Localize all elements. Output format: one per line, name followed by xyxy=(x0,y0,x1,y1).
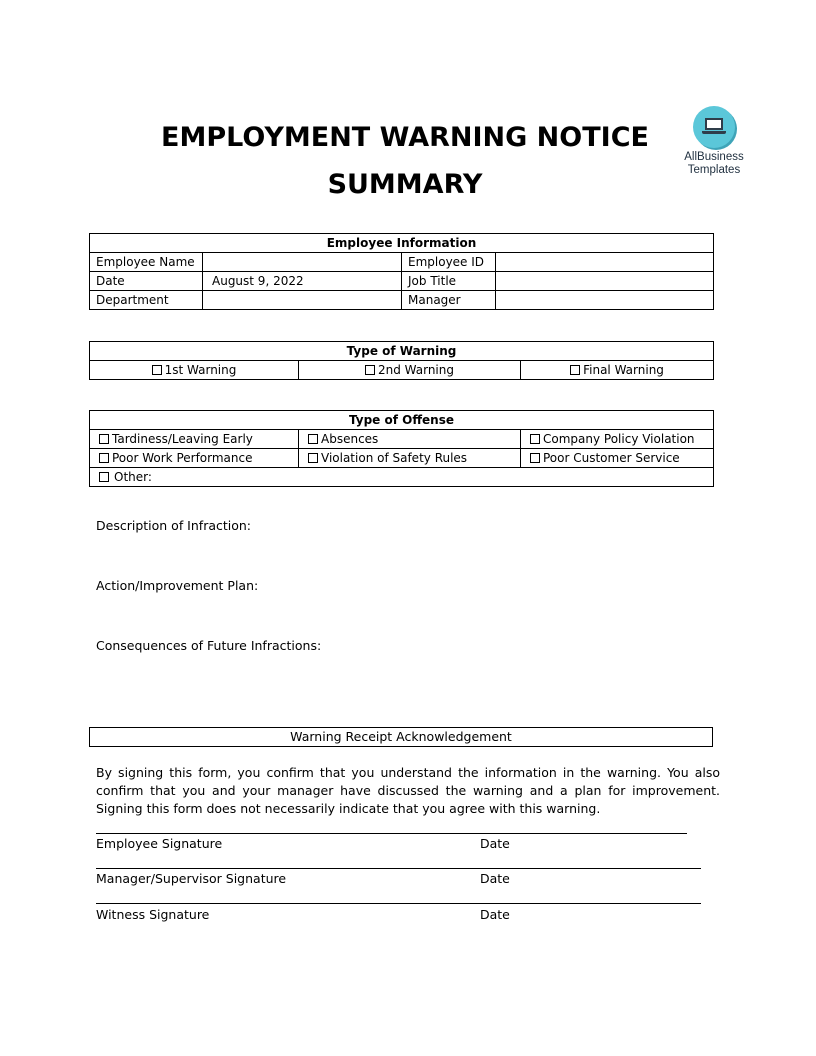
allbusiness-logo xyxy=(672,106,756,177)
date-field[interactable]: August 9, 2022 xyxy=(203,272,402,291)
offense-option-tardiness[interactable]: Tardiness/Leaving Early xyxy=(90,430,299,449)
employee-name-field[interactable] xyxy=(203,253,402,272)
offense-option-safety-rules[interactable]: Violation of Safety Rules xyxy=(299,449,521,468)
checkbox[interactable] xyxy=(308,453,318,463)
checkbox[interactable] xyxy=(99,472,109,482)
laptop-icon xyxy=(693,106,735,148)
action-plan-label: Action/Improvement Plan: xyxy=(96,578,259,593)
employee-signature-line[interactable] xyxy=(96,833,687,834)
job-title-label: Job Title xyxy=(402,272,496,291)
offense-type-table xyxy=(89,410,714,487)
checkbox[interactable] xyxy=(365,365,375,375)
warning-option-2nd[interactable]: 2nd Warning xyxy=(299,361,521,380)
manager-label: Manager xyxy=(402,291,496,310)
warning-type-table xyxy=(89,341,714,380)
offense-option-policy-violation[interactable]: Company Policy Violation xyxy=(521,430,714,449)
checkbox[interactable] xyxy=(99,453,109,463)
description-label: Description of Infraction: xyxy=(96,518,252,533)
date-label: Date xyxy=(90,272,203,291)
offense-option-absences[interactable]: Absences xyxy=(299,430,521,449)
employee-id-field[interactable] xyxy=(496,253,714,272)
checkbox[interactable] xyxy=(308,434,318,444)
employee-name-label: Employee Name xyxy=(90,253,203,272)
job-title-field[interactable] xyxy=(496,272,714,291)
manager-date-label: Date xyxy=(480,871,510,886)
acknowledgement-paragraph: By signing this form, you confirm that you understand the information in the warning. You also confirm that you and your manager have discussed the warning and a plan for improvement. Signing this form does not necessarily indicate that you agree with this warning. xyxy=(96,765,720,816)
department-label: Department xyxy=(90,291,203,310)
offense-option-poor-performance[interactable]: Poor Work Performance xyxy=(90,449,299,468)
manager-signature-line[interactable] xyxy=(96,868,701,869)
employee-id-label: Employee ID xyxy=(402,253,496,272)
department-field[interactable] xyxy=(203,291,402,310)
document-title xyxy=(140,114,670,208)
employee-signature-label: Employee Signature xyxy=(96,836,223,851)
witness-signature-label: Witness Signature xyxy=(96,907,210,922)
checkbox[interactable] xyxy=(152,365,162,375)
employee-information-header: Employee Information xyxy=(90,234,714,253)
witness-date-label: Date xyxy=(480,907,510,922)
offense-option-customer-service[interactable]: Poor Customer Service xyxy=(521,449,714,468)
manager-signature-label: Manager/Supervisor Signature xyxy=(96,871,287,886)
checkbox[interactable] xyxy=(570,365,580,375)
acknowledgement-header: Warning Receipt Acknowledgement xyxy=(89,727,713,747)
manager-field[interactable] xyxy=(496,291,714,310)
warning-option-final[interactable]: Final Warning xyxy=(521,361,714,380)
checkbox[interactable] xyxy=(530,434,540,444)
offense-type-header: Type of Offense xyxy=(90,411,714,430)
checkbox[interactable] xyxy=(99,434,109,444)
witness-signature-line[interactable] xyxy=(96,903,701,904)
warning-option-1st[interactable]: 1st Warning xyxy=(90,361,299,380)
logo-text: AllBusiness Templates xyxy=(684,151,744,176)
title-line-2: SUMMARY xyxy=(327,169,483,200)
offense-option-other[interactable]: Other: xyxy=(90,468,714,487)
checkbox[interactable] xyxy=(530,453,540,463)
title-line-1: EMPLOYMENT WARNING NOTICE xyxy=(161,122,649,153)
employee-date-label: Date xyxy=(480,836,510,851)
employee-information-table xyxy=(89,233,714,310)
consequences-label: Consequences of Future Infractions: xyxy=(96,638,322,653)
warning-type-header: Type of Warning xyxy=(90,342,714,361)
